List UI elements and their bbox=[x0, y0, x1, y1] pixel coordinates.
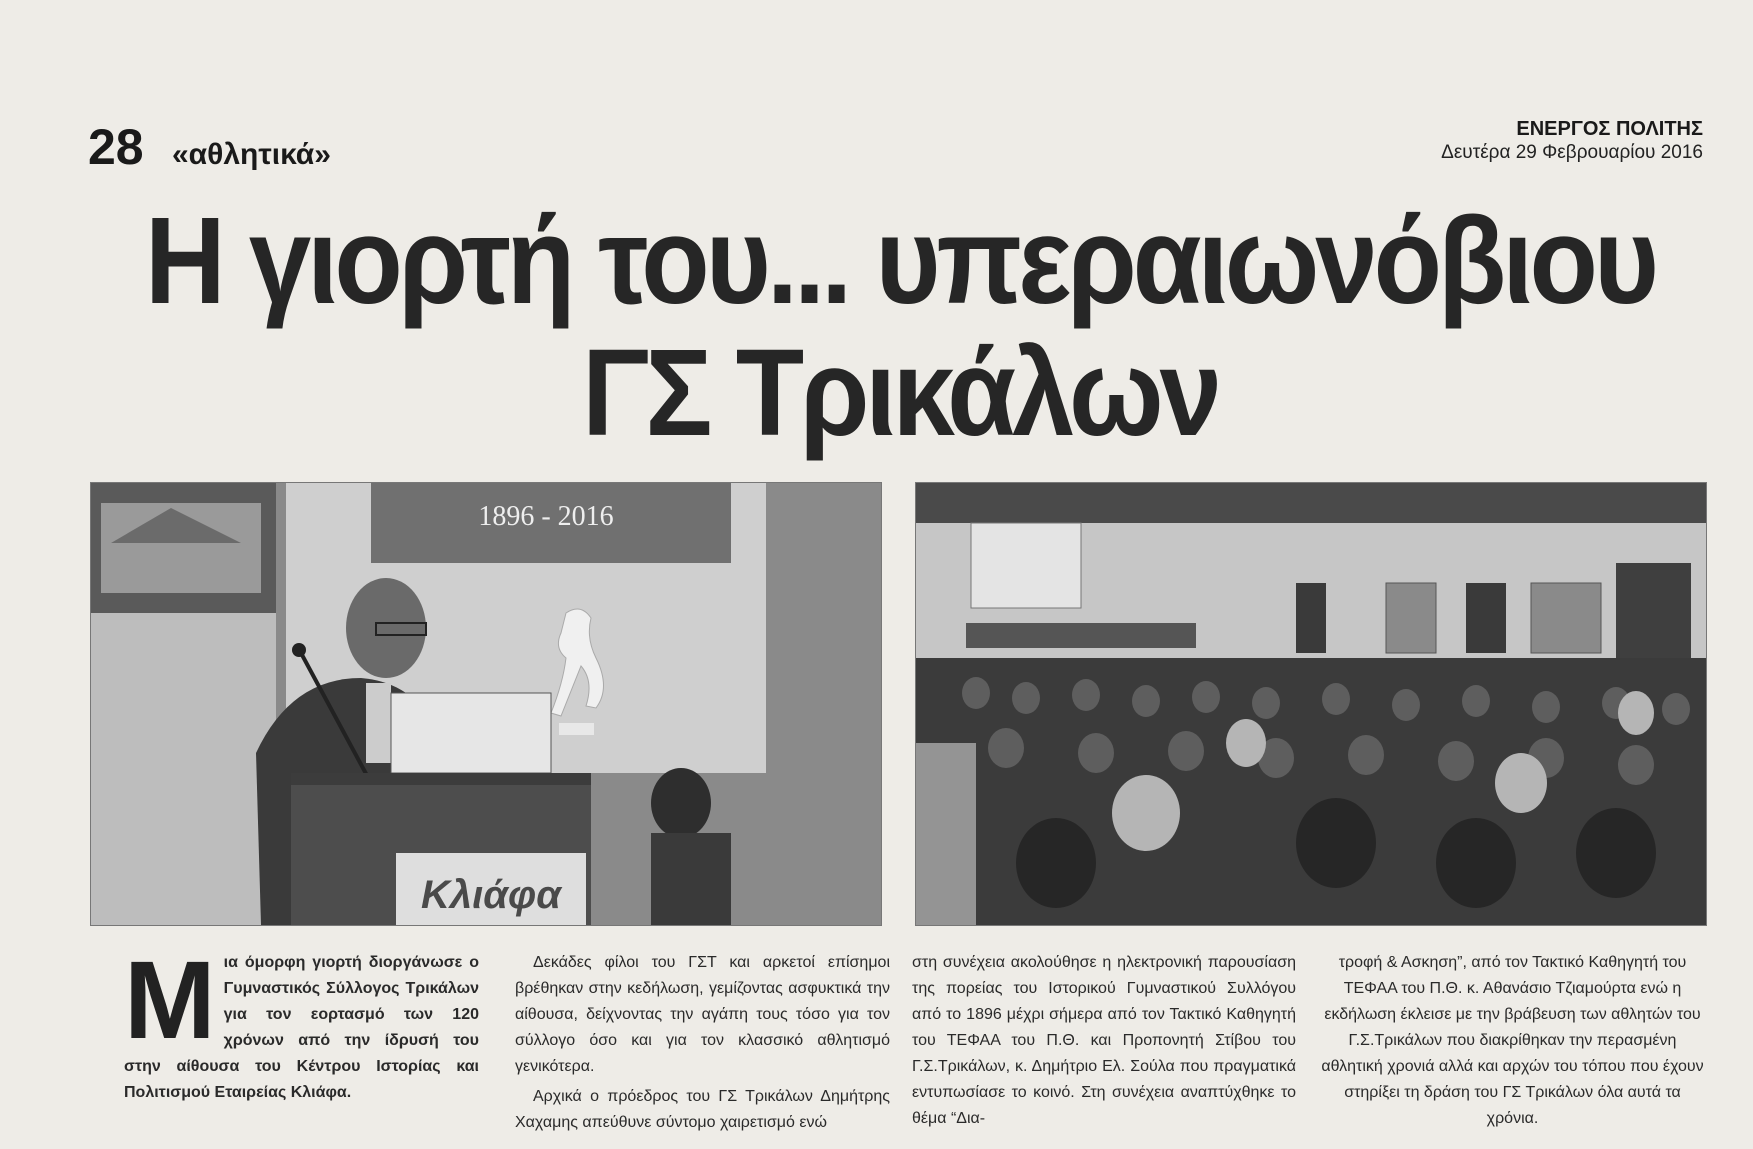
section-label: «αθλητικά» bbox=[172, 138, 331, 171]
article-col2-paragraph-1: Δεκάδες φίλοι του ΓΣΤ και αρκετοί επίσημοι βρέθηκαν στην κεδήλωση, γεμίζοντας ασφυκτικά την αίθουσα, δείχνοντας την αγάπη τους τόσο για τον σύλλογο όσο και για τον κλασσικό αθλητισμό γενικότερα. bbox=[515, 954, 890, 1075]
headline bbox=[85, 191, 1715, 462]
issue-date: Δευτέρα 29 Φεβρουαρίου 2016 bbox=[1441, 142, 1703, 163]
article-column-4 bbox=[1320, 950, 1705, 1132]
article-col3-text: στη συνέχεια ακολούθησε η ηλεκτρονική παρουσίαση της πορείας του Ιστορικού Γυμναστικού Συλλόγου από το 1896 μέχρι σήμερα από τον Τακτικό Καθηγητή του ΤΕΦΑΑ του Π.Θ. και Προπονητή Στίβου του Γ.Σ.Τρικάλων, κ. Δημήτριο Ελ. Σούλα που πραγματικά εντυπωσίασε το κοινό. Στη συνέχεια αναπτύχθηκε το θέμα “Δια- bbox=[912, 954, 1296, 1127]
paper-name: ΕΝΕΡΓΟΣ ΠΟΛΙΤΗΣ bbox=[1516, 118, 1703, 140]
photo-audience bbox=[915, 482, 1707, 926]
article-col2-paragraph-2: Αρχικά ο πρόεδρος του ΓΣ Τρικάλων Δημήτρης Χαχαμης απεύθυνε σύντομο χαιρετισμό ενώ bbox=[515, 1088, 890, 1131]
headline-line-1: Η γιορτή του... υπεραιωνόβιου bbox=[144, 191, 1656, 330]
headline-line-2: ΓΣ Τρικάλων bbox=[582, 323, 1218, 462]
page-number: 28 bbox=[88, 119, 144, 175]
drop-cap: Μ bbox=[124, 939, 216, 1062]
article-col4-text: τροφή & Ασκηση”, από τον Τακτικό Καθηγητή του ΤΕΦΑΑ του Π.Θ. κ. Αθανάσιο Τζιαμούρτα ενώ η εκδήλωση έκλεισε με την βράβευση των αθλητών του Γ.Σ.Τρικάλων που διακρίθηκαν την περασμένη αθλητική χρονιά αλλά και αρχών του τόπου που έχουν στηρίξει τη δράση του ΓΣ Τρικάλων όλα αυτά τα χρόνια. bbox=[1321, 954, 1704, 1127]
article-column-3 bbox=[912, 950, 1296, 1132]
screen-year-text: 1896 - 2016 bbox=[478, 501, 614, 532]
podium-logo-text: Κλιάφα bbox=[421, 873, 561, 917]
article-col1-text: ια όμορφη γιορτή διοργάνωσε ο Γυμναστικός Σύλλογος Τρικάλων για τον εορτασμό των 120 χρόνων από την ίδρυσή του στην αίθουσα του Κέντρου Ιστορίας και Πολιτισμού Εταιρείας Κλιάφα. bbox=[124, 954, 479, 1101]
article-column-2 bbox=[515, 950, 890, 1136]
photo-speaker bbox=[90, 482, 882, 926]
article-column-1 bbox=[124, 939, 479, 1106]
